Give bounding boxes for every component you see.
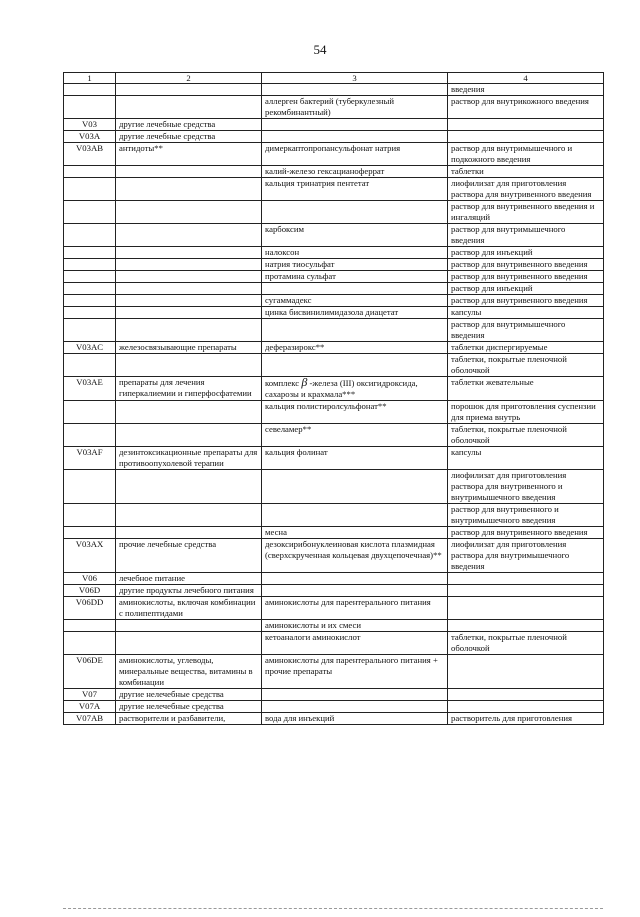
column-header-1: 1 <box>64 73 116 84</box>
atc-code-cell <box>64 283 116 295</box>
drug-name-cell: калий-железо гексацианоферрат <box>262 166 448 178</box>
group-name-cell <box>116 295 262 307</box>
dosage-form-cell <box>448 585 604 597</box>
drug-name-cell: кетоаналоги аминокислот <box>262 632 448 655</box>
medication-table <box>63 72 604 725</box>
table-row <box>64 632 604 655</box>
group-name-cell: препараты для лечения гиперкалиемии и гиперфосфатемии <box>116 377 262 401</box>
table-row <box>64 131 604 143</box>
dosage-form-cell: раствор для внутривенного и внутримышечного введения <box>448 504 604 527</box>
page-number: 54 <box>313 42 327 57</box>
group-name-cell: другие продукты лечебного питания <box>116 585 262 597</box>
dosage-form-cell: растворитель для приготовления <box>448 713 604 725</box>
group-name-cell <box>116 259 262 271</box>
atc-code-cell <box>64 247 116 259</box>
table-row <box>64 143 604 166</box>
dosage-form-cell: лиофилизат для приготовления раствора для внутримышечного введения <box>448 539 604 573</box>
dosage-form-cell: таблетки <box>448 166 604 178</box>
table-row <box>64 689 604 701</box>
dosage-form-cell: лиофилизат для приготовления раствора для внутривенного и внутримышечного введения <box>448 470 604 504</box>
drug-name-cell <box>262 283 448 295</box>
atc-code-cell <box>64 527 116 539</box>
drug-name-prefix: комплекс <box>265 378 300 388</box>
dosage-form-cell: лиофилизат для приготовления раствора для внутривенного введения <box>448 178 604 201</box>
atc-code-cell <box>64 178 116 201</box>
group-name-cell <box>116 504 262 527</box>
table-row <box>64 247 604 259</box>
table-row <box>64 597 604 620</box>
table-row <box>64 620 604 632</box>
drug-name-cell <box>262 573 448 585</box>
group-name-cell <box>116 632 262 655</box>
table-row <box>64 119 604 131</box>
drug-name-cell: димеркаптопропансульфонат натрия <box>262 143 448 166</box>
atc-code-cell: V03AE <box>64 377 116 401</box>
atc-code-cell <box>64 632 116 655</box>
drug-name-cell: вода для инъекций <box>262 713 448 725</box>
group-name-cell: аминокислоты, углеводы, минеральные вещества, витамины в комбинации <box>116 655 262 689</box>
table-header-row <box>64 73 604 84</box>
drug-name-cell: кальция полистиролсульфонат** <box>262 401 448 424</box>
dosage-form-cell <box>448 573 604 585</box>
atc-code-cell: V03AC <box>64 342 116 354</box>
atc-code-cell <box>64 620 116 632</box>
group-name-cell <box>116 527 262 539</box>
atc-code-cell: V03AB <box>64 143 116 166</box>
drug-name-cell: месна <box>262 527 448 539</box>
group-name-cell <box>116 247 262 259</box>
drug-name-cell: налоксон <box>262 247 448 259</box>
group-name-cell: аминокислоты, включая комбинации с полипептидами <box>116 597 262 620</box>
drug-name-cell <box>262 119 448 131</box>
atc-code-cell: V06DE <box>64 655 116 689</box>
drug-name-cell <box>262 585 448 597</box>
group-name-cell <box>116 424 262 447</box>
table-row <box>64 178 604 201</box>
drug-name-cell <box>262 689 448 701</box>
dosage-form-cell: раствор для внутривенного введения <box>448 271 604 283</box>
group-name-cell <box>116 620 262 632</box>
dosage-form-cell: таблетки, покрытые пленочной оболочкой <box>448 424 604 447</box>
dosage-form-cell: раствор для внутримышечного и подкожного введения <box>448 143 604 166</box>
dosage-form-cell: раствор для внутримышечного введения <box>448 224 604 247</box>
column-header-2: 2 <box>116 73 262 84</box>
drug-name-cell: севеламер** <box>262 424 448 447</box>
group-name-cell: прочие лечебные средства <box>116 539 262 573</box>
atc-code-cell <box>64 504 116 527</box>
group-name-cell <box>116 201 262 224</box>
table-row <box>64 201 604 224</box>
table-row <box>64 573 604 585</box>
dosage-form-cell: раствор для внутривенного введения <box>448 259 604 271</box>
atc-code-cell: V03 <box>64 119 116 131</box>
dosage-form-cell: таблетки диспергируемые <box>448 342 604 354</box>
group-name-cell: лечебное питание <box>116 573 262 585</box>
drug-name-cell: аминокислоты для парентерального питания <box>262 597 448 620</box>
atc-code-cell <box>64 295 116 307</box>
table-row <box>64 539 604 573</box>
atc-code-cell: V07AB <box>64 713 116 725</box>
table-row <box>64 585 604 597</box>
drug-name-cell: натрия тиосульфат <box>262 259 448 271</box>
dosage-form-cell: раствор для внутримышечного введения <box>448 319 604 342</box>
atc-code-cell <box>64 470 116 504</box>
group-name-cell <box>116 84 262 96</box>
dosage-form-cell: таблетки, покрытые пленочной оболочкой <box>448 354 604 377</box>
atc-code-cell <box>64 224 116 247</box>
dosage-form-cell: капсулы <box>448 447 604 470</box>
drug-name-cell: кальция фолинат <box>262 447 448 470</box>
table-row <box>64 447 604 470</box>
dosage-form-cell: порошок для приготовления суспензии для приема внутрь <box>448 401 604 424</box>
table-row <box>64 319 604 342</box>
atc-code-cell: V06 <box>64 573 116 585</box>
drug-name-cell <box>262 701 448 713</box>
drug-name-cell <box>262 201 448 224</box>
atc-code-cell: V07 <box>64 689 116 701</box>
atc-code-cell <box>64 401 116 424</box>
table-row <box>64 271 604 283</box>
group-name-cell <box>116 178 262 201</box>
atc-code-cell: V06DD <box>64 597 116 620</box>
drug-name-text: -железа (III) оксигидроксида, сахарозы и крахмала*** <box>265 378 418 399</box>
table-row <box>64 224 604 247</box>
atc-code-cell: V03AF <box>64 447 116 470</box>
table-row <box>64 283 604 295</box>
atc-code-cell <box>64 319 116 342</box>
drug-name-cell: цинка бисвинилимидазола диацетат <box>262 307 448 319</box>
drug-name-cell <box>262 84 448 96</box>
atc-code-cell: V07A <box>64 701 116 713</box>
table-row <box>64 701 604 713</box>
table-row <box>64 166 604 178</box>
table-row <box>64 307 604 319</box>
group-name-cell: другие лечебные средства <box>116 131 262 143</box>
group-name-cell <box>116 319 262 342</box>
atc-code-cell: V03A <box>64 131 116 143</box>
group-name-cell <box>116 283 262 295</box>
drug-name-cell <box>262 504 448 527</box>
table-row <box>64 401 604 424</box>
atc-code-cell <box>64 166 116 178</box>
dosage-form-cell: капсулы <box>448 307 604 319</box>
drug-name-cell: дезоксирибонуклеиновая кислота плазмидная (сверхскрученная кольцевая двухцепочечная)** <box>262 539 448 573</box>
drug-name-cell <box>262 131 448 143</box>
group-name-cell: другие нелечебные средства <box>116 689 262 701</box>
dosage-form-cell <box>448 131 604 143</box>
group-name-cell <box>116 307 262 319</box>
drug-name-cell: сугаммадекс <box>262 295 448 307</box>
table-row <box>64 527 604 539</box>
atc-code-cell <box>64 307 116 319</box>
dosage-form-cell: раствор для внутривенного введения и ингаляций <box>448 201 604 224</box>
atc-code-cell <box>64 84 116 96</box>
dosage-form-cell <box>448 620 604 632</box>
dosage-form-cell: таблетки, покрытые пленочной оболочкой <box>448 632 604 655</box>
group-name-cell <box>116 271 262 283</box>
drug-name-cell <box>262 319 448 342</box>
dosage-form-cell: раствор для внутрикожного введения <box>448 96 604 119</box>
drug-name-cell <box>262 377 448 401</box>
table-row <box>64 96 604 119</box>
table-row <box>64 354 604 377</box>
dosage-form-cell <box>448 655 604 689</box>
atc-code-cell: V03AX <box>64 539 116 573</box>
table-row <box>64 655 604 689</box>
drug-name-cell: аллерген бактерий (туберкулезный рекомбинантный) <box>262 96 448 119</box>
drug-name-cell: аминокислоты и их смеси <box>262 620 448 632</box>
group-name-cell: дезинтоксикационные препараты для противоопухолевой терапии <box>116 447 262 470</box>
group-name-cell: растворители и разбавители, <box>116 713 262 725</box>
drug-name-cell: аминокислоты для парентерального питания + прочие препараты <box>262 655 448 689</box>
group-name-cell: другие нелечебные средства <box>116 701 262 713</box>
table-row <box>64 470 604 504</box>
group-name-cell: другие лечебные средства <box>116 119 262 131</box>
atc-code-cell <box>64 201 116 224</box>
dosage-form-cell: раствор для инъекций <box>448 283 604 295</box>
drug-name-cell: деферазирокс** <box>262 342 448 354</box>
dosage-form-cell: раствор для инъекций <box>448 247 604 259</box>
table-row <box>64 377 604 401</box>
dosage-form-cell: раствор для внутривенного введения <box>448 295 604 307</box>
table-row <box>64 713 604 725</box>
table-row <box>64 295 604 307</box>
group-name-cell <box>116 96 262 119</box>
group-name-cell: антидоты** <box>116 143 262 166</box>
atc-code-cell <box>64 259 116 271</box>
dosage-form-cell: таблетки жевательные <box>448 377 604 401</box>
group-name-cell <box>116 224 262 247</box>
table-row <box>64 342 604 354</box>
atc-code-cell <box>64 271 116 283</box>
group-name-cell: железосвязывающие препараты <box>116 342 262 354</box>
dosage-form-cell <box>448 597 604 620</box>
atc-code-cell <box>64 424 116 447</box>
drug-name-cell: карбоксим <box>262 224 448 247</box>
dosage-form-cell: раствор для внутривенного введения <box>448 527 604 539</box>
drug-name-cell <box>262 470 448 504</box>
drug-name-cell: протамина сульфат <box>262 271 448 283</box>
table-row <box>64 84 604 96</box>
beta-symbol: β <box>301 376 308 389</box>
dosage-form-cell <box>448 689 604 701</box>
group-name-cell <box>116 354 262 377</box>
dosage-form-cell <box>448 119 604 131</box>
atc-code-cell <box>64 354 116 377</box>
group-name-cell <box>116 470 262 504</box>
page-bottom-edge <box>63 908 603 909</box>
column-header-3: 3 <box>262 73 448 84</box>
atc-code-cell: V06D <box>64 585 116 597</box>
drug-name-cell <box>262 354 448 377</box>
group-name-cell <box>116 166 262 178</box>
drug-name-cell: кальция тринатрия пентетат <box>262 178 448 201</box>
group-name-cell <box>116 401 262 424</box>
dosage-form-cell <box>448 701 604 713</box>
table-row <box>64 424 604 447</box>
table-row <box>64 504 604 527</box>
column-header-4: 4 <box>448 73 604 84</box>
table-row <box>64 259 604 271</box>
atc-code-cell <box>64 96 116 119</box>
dosage-form-cell: введения <box>448 84 604 96</box>
